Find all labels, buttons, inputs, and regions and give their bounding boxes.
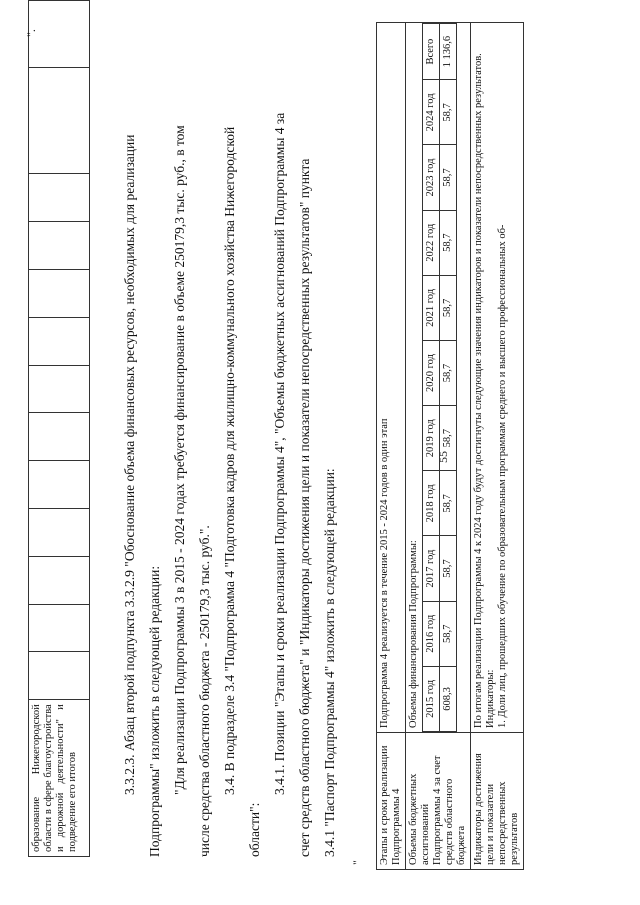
financing-caption: Объемы финансирования Подпрограммы: (408, 540, 419, 728)
paragraph-line: 3.3.2.3. Абзац второй подпункта 3.3.2.9 "Обоснование объема финансовых ресурсов, необходимых для реализации (122, 134, 137, 795)
year-header: 2022 год (423, 210, 440, 275)
table-row (377, 23, 406, 870)
passport-table (376, 22, 524, 870)
year-value: 58,7 (440, 80, 457, 145)
year-header: Всего (423, 24, 440, 80)
table-cell (29, 68, 90, 174)
table-cell (29, 461, 90, 509)
row-value (471, 23, 524, 733)
table-cell (29, 509, 90, 557)
table-cell (29, 317, 90, 365)
table-cell (29, 556, 90, 604)
table-cell (29, 604, 90, 652)
year-header: 2017 год (423, 536, 440, 601)
paragraph-line: 3.4.1 "Паспорт Подпрограммы 4" изложить в следующей редакции: (322, 468, 337, 857)
table-cell (29, 652, 90, 700)
year-header: 2015 год (423, 666, 440, 731)
financing-cell (406, 23, 471, 733)
table-row (29, 1, 90, 857)
paragraph-line: области": (247, 802, 262, 857)
paragraph-line: числе средства областного бюджета - 250179,3 тыс. руб.". (197, 525, 212, 857)
row-label: Индикаторы достижения цели и показатели непосредственных результатов (471, 733, 524, 870)
closing-quote: ". (24, 29, 38, 37)
row-label: Объемы бюджетных ассигнований Подпрограммы 4 за счет средств областного бюджета (406, 733, 471, 870)
year-value: 58,7 (440, 275, 457, 340)
table-cell (29, 413, 90, 461)
year-value: 58,7 (440, 210, 457, 275)
year-header: 2019 год (423, 406, 440, 471)
year-header: 2023 год (423, 145, 440, 210)
table-row (406, 23, 471, 870)
paragraph-line: "Для реализации Подпрограммы 3 в 2015 - 2024 годах требуется финансирование в объеме 250179,3 тыс. руб., в том (172, 125, 187, 795)
year-value: 58,7 (440, 536, 457, 601)
year-header: 2021 год (423, 275, 440, 340)
row-label: Этапы и сроки реализации Подпрограммы 4 (377, 733, 406, 870)
indicators-heading: Индикаторы: (485, 669, 496, 728)
paragraph-line: Подпрограммы" изложить в следующей редакции: (147, 565, 162, 857)
page-number: 55 (436, 451, 450, 463)
year-value: 58,7 (440, 340, 457, 405)
year-header: 2024 год (423, 80, 440, 145)
year-value: 1 136,6 (440, 24, 457, 80)
years-row (423, 24, 440, 732)
row-value: Подпрограмма 4 реализуется в течение 2015 - 2024 годов в один этап (377, 23, 406, 733)
table-cell (29, 269, 90, 317)
table-cell (29, 365, 90, 413)
previous-table-fragment (28, 0, 90, 857)
table-row (471, 23, 524, 870)
paragraph-line: счет средств областного бюджета" и "Индикаторы достижения цели и показатели непосредственных результатов" пункта (297, 158, 312, 857)
year-value: 58,7 (440, 406, 457, 471)
values-row (440, 24, 457, 732)
financing-table (422, 23, 457, 732)
year-header: 2020 год (423, 340, 440, 405)
opening-quote: " (350, 860, 364, 865)
year-header: 2018 год (423, 471, 440, 536)
paragraph-line: 3.4.1. Позиции "Этапы и сроки реализации Подпрограммы 4", "Объемы бюджетных ассигнований Подпрограммы 4 за (272, 112, 287, 795)
year-value: 58,7 (440, 601, 457, 666)
indicator-item: 1. Доли лиц, прошедших обучение по образовательным программам среднего и высшего профессиональных об- (497, 224, 508, 728)
indicators-intro: По итогам реализации Подпрограммы 4 к 2024 году будут достигнуты следующие значения индикаторов и показатели непосредственных результатов. (473, 53, 484, 728)
table-cell (29, 222, 90, 270)
paragraph-line: 3.4. В подразделе 3.4 "Подпрограмма 4 "Подготовка кадров для жилищно-коммунального хозяйства Нижегородской (222, 126, 237, 795)
year-header: 2016 год (423, 601, 440, 666)
year-value: 608,3 (440, 666, 457, 731)
year-value: 58,7 (440, 471, 457, 536)
year-value: 58,7 (440, 145, 457, 210)
table-cell (29, 174, 90, 222)
table-cell: образование Нижегородской области в сфере благоустройства и дорожной деятельности" и подведение его итогов (29, 700, 90, 857)
